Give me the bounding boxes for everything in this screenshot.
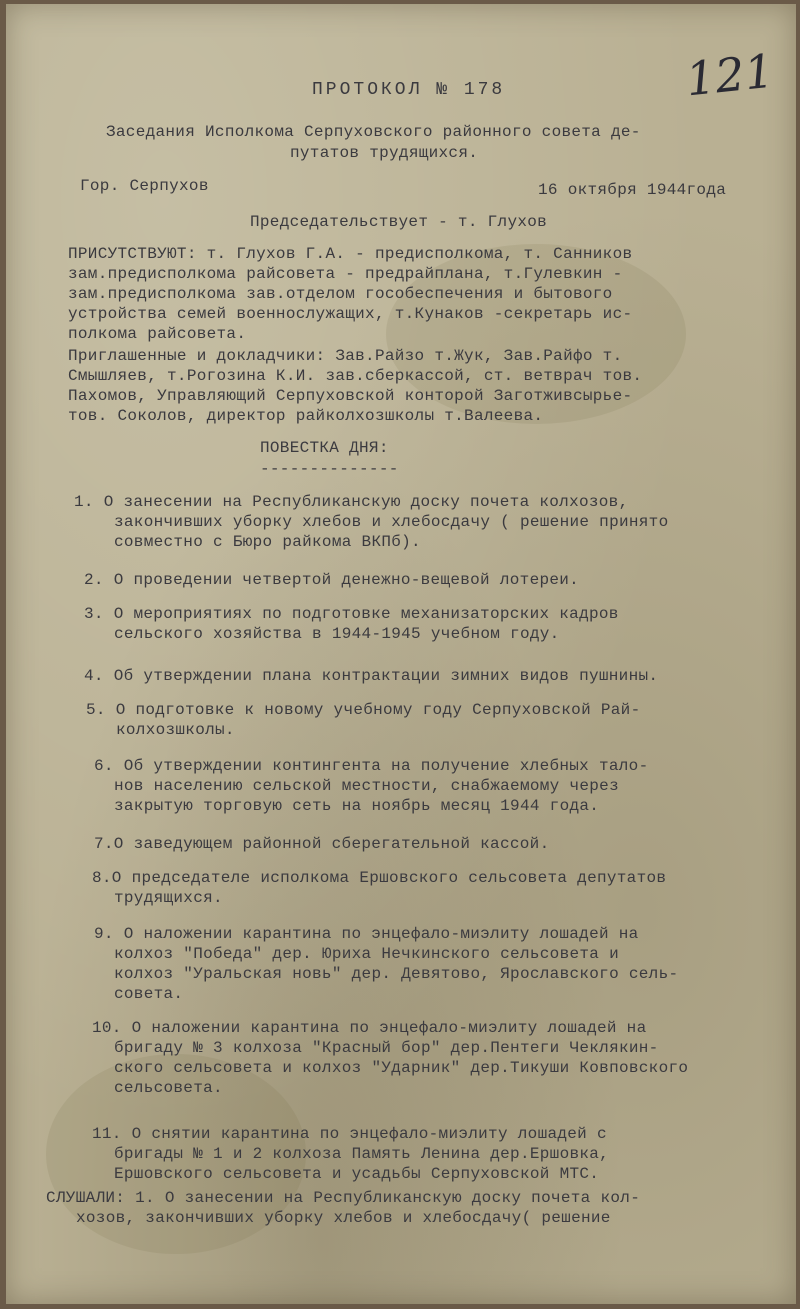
agenda-item-11: 11. О снятии карантина по энцефало-миэлиту лошадей с bbox=[92, 1125, 607, 1143]
agenda-item-6-cont: закрытую торговую сеть на ноябрь месяц 1944 года. bbox=[114, 797, 600, 815]
present-line: зам.предисполкома райсовета - предрайплана, т.Гулевкин - bbox=[68, 265, 623, 283]
heard-line: хозов, закончивших уборку хлебов и хлебосдачу( решение bbox=[76, 1209, 611, 1227]
agenda-item-10-cont: ского сельсовета и колхоз "Ударник" дер.Тикуши Ковповского bbox=[114, 1059, 689, 1077]
agenda-item-10-cont: бригаду № 3 колхоза "Красный бор" дер.Пентеги Чеклякин- bbox=[114, 1039, 659, 1057]
present-line: полкома райсовета. bbox=[68, 325, 247, 343]
agenda-underline: -------------- bbox=[260, 460, 399, 478]
chair-line: Председательствует - т. Глухов bbox=[250, 213, 548, 231]
agenda-item-11-cont: Ершовского сельсовета и усадьбы Серпуховской МТС. bbox=[114, 1165, 600, 1183]
present-line: ПРИСУТСТВУЮТ: т. Глухов Г.А. - предисполкома, т. Санников bbox=[68, 245, 633, 263]
agenda-item-9-cont: совета. bbox=[114, 985, 184, 1003]
agenda-item-1-cont: совместно с Бюро райкома ВКПб). bbox=[114, 533, 421, 551]
agenda-item-6: 6. Об утверждении контингента на получение хлебных тало- bbox=[94, 757, 649, 775]
place: Гор. Серпухов bbox=[80, 177, 209, 195]
agenda-item-10: 10. О наложении карантина по энцефало-миэлиту лошадей на bbox=[92, 1019, 647, 1037]
agenda-item-3-cont: сельского хозяйства в 1944-1945 учебном году. bbox=[114, 625, 560, 643]
agenda-item-5: 5. О подготовке к новому учебному году Серпуховской Рай- bbox=[86, 701, 641, 719]
agenda-item-2: 2. О проведении четвертой денежно-вещевой лотереи. bbox=[84, 571, 580, 589]
agenda-item-5-cont: колхозшколы. bbox=[116, 721, 235, 739]
agenda-item-9-cont: колхоз "Уральская новь" дер. Девятово, Ярославского сель- bbox=[114, 965, 679, 983]
invited-line: Смышляев, т.Рогозина К.И. зав.сберкассой, ст. ветврач тов. bbox=[68, 367, 643, 385]
agenda-item-7: 7.О заведующем районной сберегательной кассой. bbox=[94, 835, 550, 853]
date: 16 октября 1944года bbox=[538, 181, 727, 199]
agenda-item-11-cont: бригады № 1 и 2 колхоза Память Ленина дер.Ершовка, bbox=[114, 1145, 610, 1163]
document-page bbox=[6, 4, 796, 1304]
invited-line: Приглашенные и докладчики: Зав.Райзо т.Жук, Зав.Райфо т. bbox=[68, 347, 623, 365]
protocol-title: ПРОТОКОЛ № 178 bbox=[312, 80, 506, 100]
agenda-item-3: 3. О мероприятиях по подготовке механизаторских кадров bbox=[84, 605, 619, 623]
agenda-title: ПОВЕСТКА ДНЯ: bbox=[260, 439, 389, 457]
heard-line: СЛУШАЛИ: 1. О занесении на Республиканскую доску почета кол- bbox=[46, 1189, 641, 1207]
invited-line: Пахомов, Управляющий Серпуховской конторой Заготживсырье- bbox=[68, 387, 633, 405]
present-line: устройства семей военнослужащих, т.Кунаков -секретарь ис- bbox=[68, 305, 633, 323]
agenda-item-1: 1. О занесении на Республиканскую доску почета колхозов, bbox=[74, 493, 629, 511]
agenda-item-6-cont: нов населению сельской местности, снабжаемому через bbox=[114, 777, 619, 795]
agenda-item-9: 9. О наложении карантина по энцефало-миэлиту лошадей на bbox=[94, 925, 639, 943]
archive-page-number: 121 bbox=[683, 43, 777, 107]
agenda-item-4: 4. Об утверждении плана контрактации зимних видов пушнины. bbox=[84, 667, 659, 685]
invited-line: тов. Соколов, директор райколхозшколы т.Валеева. bbox=[68, 407, 544, 425]
agenda-item-8: 8.О председателе исполкома Ершовского сельсовета депутатов bbox=[92, 869, 667, 887]
agenda-item-9-cont: колхоз "Победа" дер. Юриха Нечкинского сельсовета и bbox=[114, 945, 619, 963]
protocol-subtitle-line-1: Заседания Исполкома Серпуховского районного совета де- bbox=[106, 123, 641, 141]
agenda-item-1-cont: закончивших уборку хлебов и хлебосдачу ( решение принято bbox=[114, 513, 669, 531]
protocol-subtitle-line-2: путатов трудящихся. bbox=[290, 144, 479, 162]
present-line: зам.предисполкома зав.отделом гособеспечения и бытового bbox=[68, 285, 613, 303]
agenda-item-10-cont: сельсовета. bbox=[114, 1079, 223, 1097]
agenda-item-8-cont: трудящихся. bbox=[114, 889, 223, 907]
